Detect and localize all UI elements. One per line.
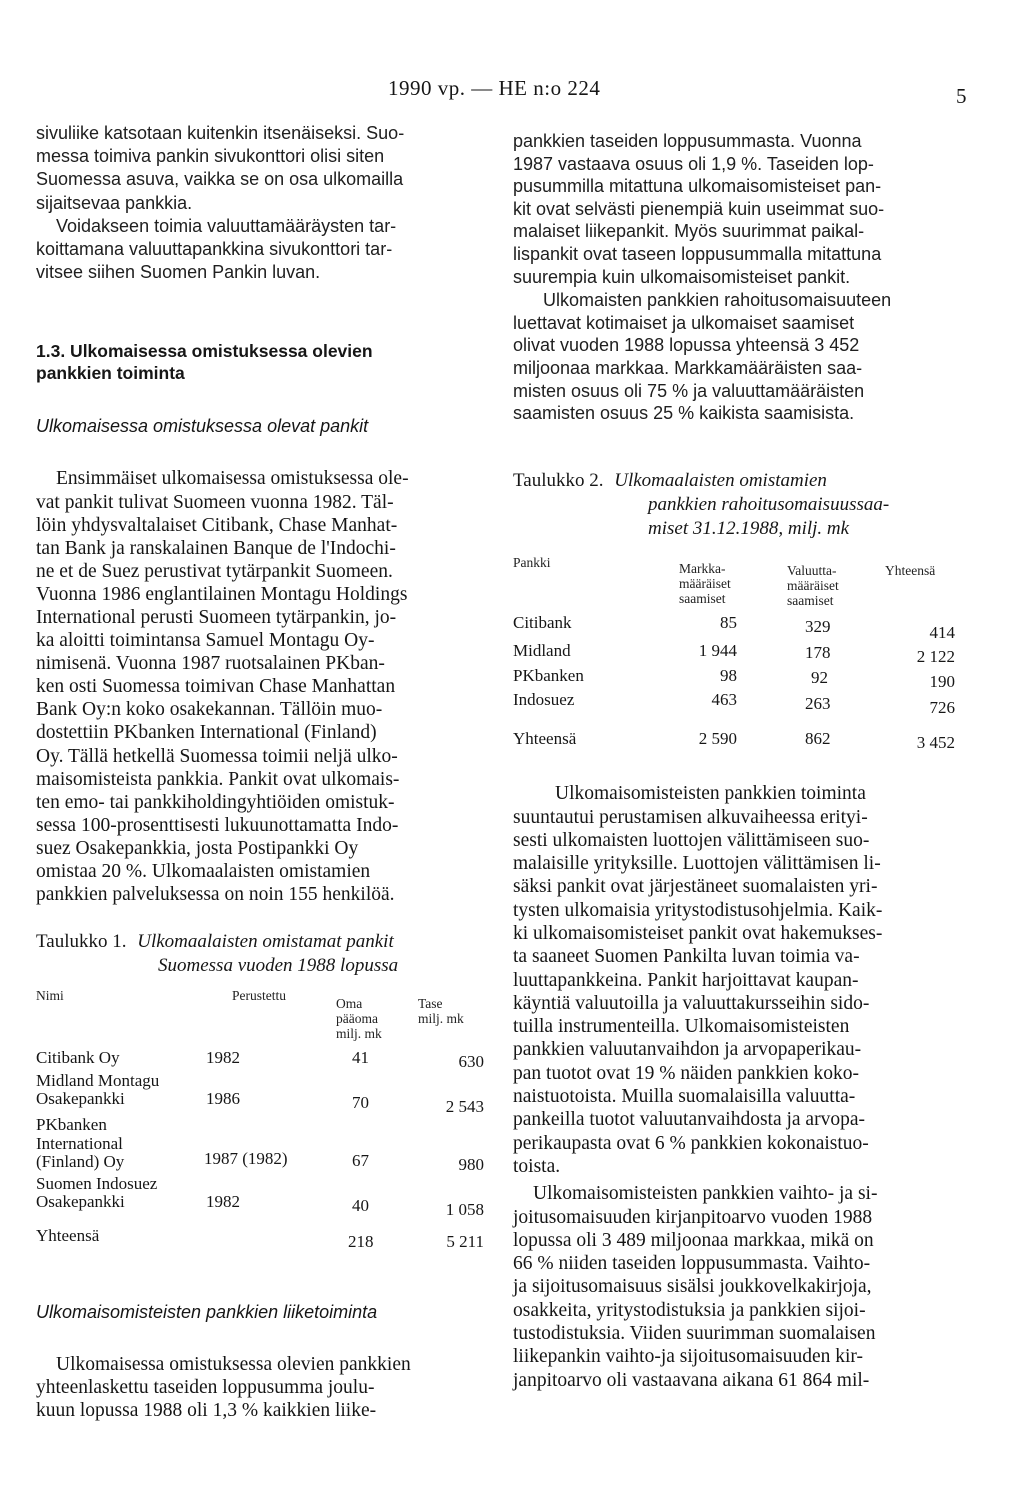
text-line: ki ulkomaisomisteiset pankit ovat hakemukses- — [513, 923, 883, 944]
text-line: pankkien taseiden loppusummasta. Vuonna — [513, 131, 862, 151]
text-line: koittamana valuuttapankkina sivukonttori tar- — [36, 239, 393, 260]
text-line: lispankit ovat taseen loppusummalla mitattuna — [513, 243, 882, 264]
table1-name: Yhteensä — [36, 1226, 100, 1246]
table1-assets: 5 211 — [446, 1232, 484, 1252]
text-line: Bank Oy:n koko osakekannan. Tällöin muo- — [36, 699, 383, 721]
table2-fx: 862 — [805, 728, 831, 748]
table1-equity: 67 — [352, 1151, 369, 1171]
right-paragraph-4 — [513, 1182, 966, 1392]
text-line: sesti ulkomaisten luottojen välittämiseen suo- — [513, 829, 870, 851]
text-line: toista. — [513, 1155, 561, 1177]
text-line: misten osuus oli 75 % ja valuuttamääräisten — [513, 380, 865, 401]
table2-header: Pankki — [513, 554, 551, 570]
table2-caption-line — [513, 493, 966, 517]
text-line: Ulkomaisomisteisten pankkien vaihto- ja si- — [533, 1183, 878, 1205]
text-line: nimisenä. Vuonna 1987 ruotsalainen PKban- — [36, 653, 385, 675]
text-line: Vuonna 1986 englantilainen Montagu Holdings — [36, 583, 408, 605]
text-line: pusummilla mitattuna ulkomaisomisteiset pan- — [513, 176, 882, 197]
text-line: liikepankin vaihto-ja sijoitusomaisuuden kir- — [513, 1346, 864, 1368]
table2-markka: 85 — [720, 612, 737, 632]
header-line: määräiset — [787, 577, 839, 593]
document-title: 1990 vp. — HE n:o 224 — [388, 76, 601, 100]
table2-fx: 263 — [805, 694, 831, 714]
text-line: malaiset liikepankit. Myös suurimmat paikal- — [513, 221, 865, 242]
text-line: Ulkomaisten pankkien rahoitusomaisuuteen — [543, 290, 892, 311]
table1-equity: 41 — [352, 1048, 369, 1068]
business-paragraph — [36, 1353, 486, 1423]
text-line: lopussa oli 3 489 miljoonaa markkaa, mikä on — [513, 1229, 874, 1251]
table2-markka: 1 944 — [698, 641, 737, 661]
table2-label: Taulukko 2. — [513, 469, 604, 491]
subheading: Ulkomaisessa omistuksessa olevat pankit — [36, 416, 369, 437]
text-line: saamisten osuus 25 % kaikista saamisista. — [513, 403, 855, 424]
table2-fx: 329 — [805, 616, 831, 636]
table1-caption-line — [36, 930, 486, 954]
text-line: ka aloitti toimintansa Samuel Montagu Oy- — [36, 630, 375, 652]
text-line: Suomessa asuva, vaikka se on osa ulkomailla — [36, 169, 404, 190]
table2-total: 3 452 — [916, 732, 955, 752]
text-line: tan Bank ja ranskalainen Banque de l'Indochi- — [36, 537, 396, 559]
text-line: maisomisteista pankkia. Pankit ovat ulkomais- — [36, 768, 400, 790]
table1-header — [324, 988, 404, 1041]
intro-paragraph — [36, 122, 486, 284]
table1-founded: 1986 — [206, 1088, 240, 1108]
text-line: luettavat kotimaiset ja ulkomaiset saamiset — [513, 312, 855, 333]
header-line: saamiset — [679, 590, 726, 606]
table1-name: International — [36, 1133, 123, 1153]
table2-header — [643, 555, 753, 608]
text-line: Ensimmäiset ulkomaisessa omistuksessa ole- — [56, 468, 409, 490]
table1-founded — [204, 1219, 324, 1252]
table2-title: pankkien rahoitusomaisuussaa- — [648, 493, 890, 515]
table2-markka: 2 590 — [698, 728, 737, 748]
table-row — [513, 667, 955, 692]
text-line: tustodistuksia. Viiden suurimman suomalaisen — [513, 1323, 876, 1345]
table1-name: (Finland) Oy — [36, 1152, 125, 1172]
table1-title: Suomessa vuoden 1988 lopussa — [158, 955, 399, 977]
table1-caption-line — [36, 954, 486, 978]
right-paragraph-3 — [513, 782, 966, 1178]
table1-founded: 1987 (1982) — [204, 1149, 288, 1169]
text-line: Oy. Tällä hetkellä Suomessa toimii neljä ulko- — [36, 745, 398, 767]
table2-header — [753, 555, 863, 608]
table2-caption — [513, 469, 966, 541]
header-line: Oma — [336, 996, 363, 1012]
table1-assets: 980 — [458, 1155, 484, 1175]
section-heading — [36, 340, 486, 384]
table2-markka: 463 — [711, 690, 737, 710]
table1-assets: 2 543 — [445, 1096, 484, 1116]
right-paragraph-2 — [513, 289, 966, 425]
table1-name: PKbanken — [36, 1115, 107, 1135]
table-row — [36, 1072, 484, 1117]
table1 — [36, 988, 484, 1252]
table1-header — [404, 988, 484, 1041]
table1-header-row — [36, 988, 484, 1041]
text-line: sivuliike katsotaan kuitenkin itsenäiseksi. Suo- — [36, 123, 405, 143]
table2 — [513, 555, 955, 753]
header-line: Markka- — [679, 560, 726, 576]
text-line: vat pankit tulivat Suomeen vuonna 1982. Täl- — [36, 491, 394, 513]
text-line: ten emo- tai pankkiholdingyhtiöiden omistuk- — [36, 791, 395, 813]
table-row — [513, 642, 955, 667]
text-line: Voidakseen toimia valuuttamääräysten tar- — [56, 215, 397, 236]
text-line: omistaa 20 %. Ulkomaalaisten omistamien — [36, 861, 371, 883]
text-line: luuttapankkeina. Pankit harjoittavat kaupan- — [513, 969, 859, 991]
text-line: suurempia kuin ulkomaisomisteiset pankit. — [513, 266, 851, 287]
text-line: tuilla instrumenteilla. Ulkomaisomisteisten — [513, 1016, 850, 1038]
table1-name: Osakepankki — [36, 1192, 125, 1212]
table2-title: miset 31.12.1988, milj. mk — [648, 517, 850, 539]
left-column — [36, 122, 486, 1423]
text-line: olivat vuoden 1988 lopussa yhteensä 3 452 — [513, 335, 860, 356]
text-line: ja sijoitusomaisuus sisälsi joukkovelkakirjoja, — [513, 1276, 872, 1298]
table1-name: Midland Montagu — [36, 1070, 160, 1090]
text-line: malaisille yrityksille. Luottojen välittämisen li- — [513, 853, 881, 875]
table2-bank: Yhteensä — [513, 728, 577, 748]
text-line: suuntautui perustamisen alkuvaiheessa erityi- — [513, 806, 868, 828]
text-line: kuun lopussa 1988 oli 1,3 % kaikkien liike- — [36, 1400, 377, 1422]
table2-bank: Indosuez — [513, 690, 575, 710]
table1-caption — [36, 930, 486, 978]
table2-caption-line — [513, 517, 966, 541]
page-number: 5 — [956, 84, 967, 108]
table2-header-row — [513, 555, 955, 608]
text-line: pan tuotot ovat 19 % näiden pankkien koko- — [513, 1062, 860, 1084]
text-line: dostettiin PKbanken International (Finland) — [36, 722, 377, 744]
text-line: perikaupasta ovat 6 % pankkien kokonaistuo- — [513, 1132, 869, 1154]
header-line: milj. mk — [336, 1026, 382, 1042]
header-line: pääoma — [336, 1011, 378, 1027]
text-line: pankeilla tuotot valuutanvaihdosta ja arvopa- — [513, 1109, 865, 1131]
table1-header: Nimi — [36, 988, 64, 1004]
table2-fx: 92 — [811, 667, 828, 687]
text-line: pankkien valuutanvaihdon ja arvopaperikau- — [513, 1039, 862, 1061]
table2-bank: Citibank — [513, 612, 572, 632]
text-line: Ulkomaisomisteisten pankkien toiminta — [555, 783, 866, 805]
table2-header: Yhteensä — [885, 562, 936, 578]
header-line: saamiset — [787, 592, 834, 608]
text-line: sessa 100-prosenttisesti lukuunottamatta Indo- — [36, 814, 399, 836]
table2-total: 2 122 — [916, 647, 955, 667]
section-heading-line: 1.3. Ulkomaisessa omistuksessa olevien — [36, 341, 373, 362]
table-row — [513, 691, 955, 718]
section-heading-line: pankkien toiminta — [36, 363, 185, 384]
text-line: sijaitsevaa pankkia. — [36, 192, 193, 213]
subheading: Ulkomaisomisteisten pankkien liiketoiminta — [36, 1301, 378, 1322]
text-line: löin yhdysvaltalaiset Citibank, Chase Manhat- — [36, 514, 398, 536]
table2-bank: Midland — [513, 641, 571, 661]
table1-header: Perustettu — [232, 988, 286, 1004]
table1-founded: 1982 — [206, 1191, 240, 1211]
text-line: vitsee siihen Suomen Pankin luvan. — [36, 262, 321, 283]
header-line: määräiset — [679, 575, 731, 591]
body-paragraph — [36, 467, 486, 906]
text-line: ne et de Suez perustivat tytärpankit Suomeen. — [36, 560, 393, 582]
text-line: International perusti Suomeen tytärpankin, jo- — [36, 606, 397, 628]
table1-assets: 1 058 — [445, 1199, 484, 1219]
text-line: pankkien palveluksessa on noin 155 henkilöä. — [36, 884, 395, 906]
header-line: Valuutta- — [787, 562, 837, 578]
table2-total: 190 — [929, 671, 955, 691]
text-line: Ulkomaisessa omistuksessa olevien pankkien — [56, 1353, 411, 1375]
text-line: janpitoarvo oli vastaavana aikana 61 864 mil- — [513, 1369, 870, 1391]
table2-title: Ulkomaalaisten omistamien — [614, 469, 827, 491]
table-row — [513, 718, 955, 753]
text-line: tysten ulkomaisia yritystodistusohjelmia. Kaik- — [513, 899, 883, 921]
table-row — [36, 1116, 484, 1175]
table1-equity: 70 — [352, 1092, 369, 1112]
table-row — [36, 1049, 484, 1072]
table2-markka: 98 — [720, 665, 737, 685]
text-line: suez Osakepankkia, josta Postipankki Oy — [36, 837, 359, 859]
table1-name: Suomen Indosuez — [36, 1173, 158, 1193]
table1-equity: 218 — [348, 1232, 374, 1252]
table1-assets: 630 — [458, 1052, 484, 1072]
table1-name: Osakepankki — [36, 1089, 125, 1109]
table1-equity: 40 — [352, 1195, 369, 1215]
table1-title: Ulkomaalaisten omistamat pankit — [137, 931, 394, 953]
text-line: kit ovat selvästi pienempiä kuin useimmat suo- — [513, 198, 885, 219]
table2-fx: 178 — [805, 643, 831, 663]
text-line: messa toimiva pankin sivukonttori olisi siten — [36, 146, 385, 167]
text-line: miljoonaa markkaa. Markkamääräisten saa- — [513, 357, 863, 378]
text-line: käyntiä valuutoilla ja valuuttakursseihin sido- — [513, 992, 870, 1014]
text-line: osakkeita, yritystodistuksia ja pankkien sijoi- — [513, 1299, 866, 1321]
header-line: Tase — [418, 996, 443, 1012]
table1-founded: 1982 — [206, 1048, 240, 1068]
text-line: yhteenlaskettu taseiden loppusumma joulu- — [36, 1377, 375, 1398]
text-line: ken osti Suomessa toimivan Chase Manhattan — [36, 676, 396, 698]
right-paragraph-1 — [513, 130, 966, 288]
text-line: naistuotoista. Muilla suomalaisilla valuutta- — [513, 1086, 856, 1108]
text-line: ta saaneet Suomen Pankilta luvan toimia va- — [513, 946, 860, 968]
text-line: säksi pankit ovat järjestäneet suomalaisten yri- — [513, 876, 878, 898]
table2-caption-line — [513, 469, 966, 493]
table-row — [513, 614, 955, 643]
page-header — [0, 76, 1024, 108]
table2-bank: PKbanken — [513, 665, 584, 685]
text-line: 66 % niiden taseiden loppusummasta. Vaihto- — [513, 1253, 871, 1275]
right-column — [513, 130, 966, 1392]
table2-total: 414 — [929, 622, 955, 642]
text-line: 1987 vastaava osuus oli 1,9 %. Taseiden lop- — [513, 153, 874, 174]
text-line: joitusomaisuuden kirjanpitoarvo vuoden 1988 — [513, 1206, 873, 1228]
table2-total: 726 — [929, 698, 955, 718]
header-line: milj. mk — [418, 1011, 464, 1027]
table-row — [36, 1219, 484, 1252]
table-row — [36, 1175, 484, 1220]
table1-name: Citibank Oy — [36, 1048, 120, 1068]
table1-label: Taulukko 1. — [36, 931, 127, 953]
